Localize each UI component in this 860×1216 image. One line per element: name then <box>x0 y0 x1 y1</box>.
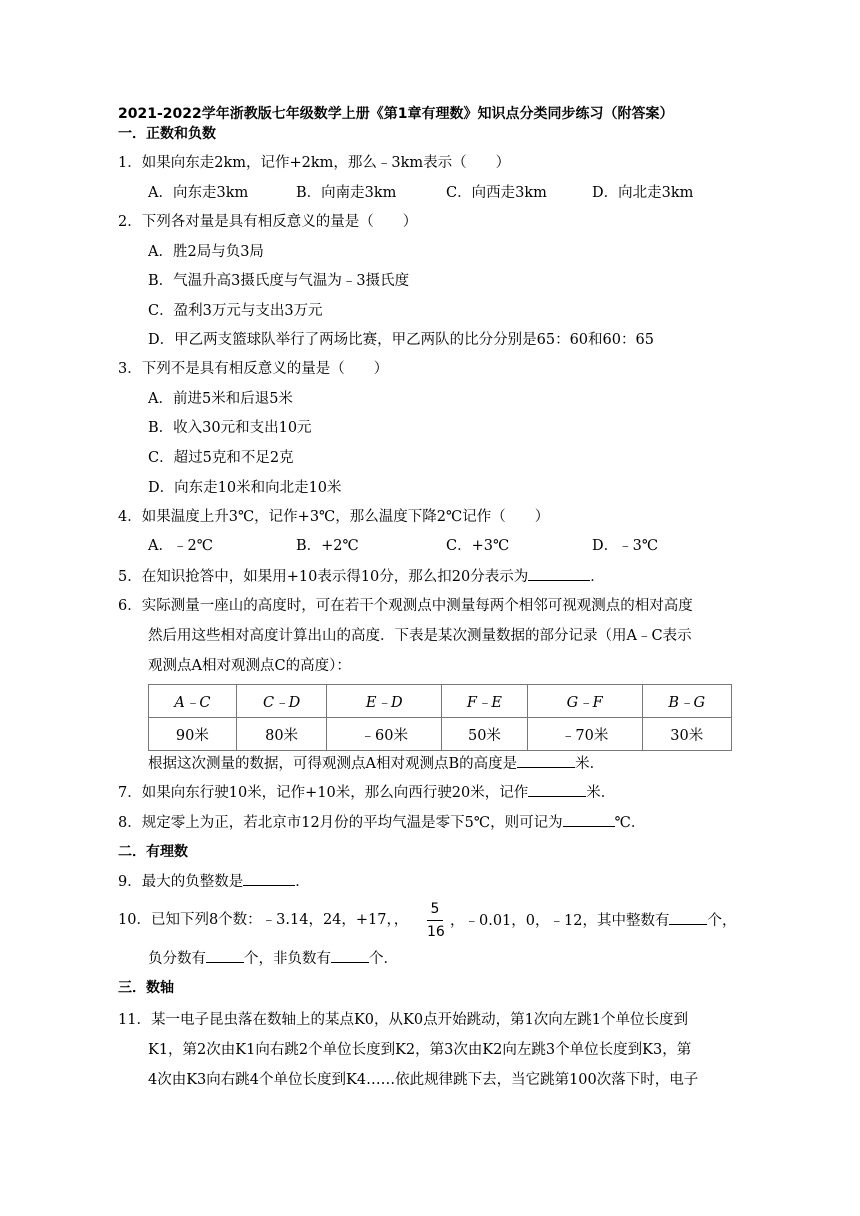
q9-end: ． <box>295 874 310 890</box>
table-header-cell: B﹣G <box>642 685 731 718</box>
q10-text: 个，非负数有 <box>244 951 331 967</box>
question-11-line-2: K1，第2次由K1向右跳2个单位长度到K2，第3次由K2向左跳3个单位长度到K3，第 <box>148 1042 692 1058</box>
table-cell: ﹣70米 <box>527 718 642 751</box>
table-header-row <box>149 685 732 718</box>
q6-ask-end: 米． <box>575 756 605 772</box>
q10-negative-fraction-blank[interactable] <box>206 948 244 963</box>
q4-option-b: B．+2℃ <box>296 538 359 554</box>
section-heading: 二．有理数 <box>118 844 188 860</box>
q8-end: ℃． <box>614 815 646 831</box>
table-header-cell: C﹣D <box>236 685 327 718</box>
q6-answer-blank[interactable] <box>517 753 575 768</box>
question-11-line-3: 4次由K3向右跳4个单位长度到K4……依此规律跳下去，当它跳第100次落下时，电子 <box>148 1072 699 1088</box>
q7-text: 7．如果向东行驶10米，记作+10米，那么向西行驶20米，记作 <box>118 785 529 801</box>
table-header-cell: F﹣E <box>442 685 528 718</box>
question-3: 3．下列不是具有相反意义的量是（ ） <box>118 361 389 377</box>
question-7 <box>118 782 615 803</box>
question-5 <box>118 566 605 587</box>
q8-answer-blank[interactable] <box>563 812 615 827</box>
question-9 <box>118 871 310 892</box>
table-cell: 50米 <box>442 718 528 751</box>
q10-text: ，﹣0.01，0，﹣12，其中整数有 <box>450 913 670 929</box>
question-4: 4．如果温度上升3℃，记作+3℃，那么温度下降2℃记作（ ） <box>118 509 550 525</box>
q2-option-b: B．气温升高3摄氏度与气温为﹣3摄氏度 <box>148 273 410 289</box>
q10-end: 个． <box>369 951 398 967</box>
q1-option-a: A．向东走3km <box>148 185 249 201</box>
q1-option-c: C．向西走3km <box>446 185 547 201</box>
q1-option-d: D．向北走3km <box>592 185 694 201</box>
q10-unit: 个， <box>707 913 737 929</box>
question-6-line-2: 然后用这些相对高度计算出山的高度．下表是某次测量数据的部分记录（用A﹣C表示 <box>148 628 692 644</box>
q10-text: 负分数有 <box>148 951 206 967</box>
question-6-line-1: 6．实际测量一座山的高度时，可在若干个观测点中测量每两个相邻可视观测点的相对高度 <box>118 598 693 614</box>
q2-option-a: A．胜2局与负3局 <box>148 244 264 260</box>
q5-end: ． <box>590 569 605 585</box>
q8-text: 8．规定零上为正，若北京市12月份的平均气温是零下5℃，则可记为 <box>118 815 563 831</box>
question-11-line-1: 11．某一电子昆虫落在数轴上的某点K0，从K0点开始跳动，第1次向左跳1个单位长度到 <box>118 1012 689 1028</box>
q4-option-a: A．﹣2℃ <box>148 538 213 554</box>
q4-option-c: C．+3℃ <box>446 538 510 554</box>
q9-text: 9．最大的负整数是 <box>118 874 244 890</box>
q10-nonnegative-blank[interactable] <box>331 948 369 963</box>
question-10-line-2 <box>148 948 398 969</box>
q3-option-a: A．前进5米和后退5米 <box>148 391 293 407</box>
measurement-table <box>148 684 732 751</box>
fraction-numerator: 5 <box>430 901 440 917</box>
q3-option-c: C．超过5克和不足2克 <box>148 450 294 466</box>
question-6-line-3: 观测点A相对观测点C的高度）： <box>148 658 351 674</box>
q3-option-d: D．向东走10米和向北走10米 <box>148 480 342 496</box>
table-header-cell: E﹣D <box>327 685 442 718</box>
question-8 <box>118 812 645 833</box>
question-10-part-2 <box>450 910 736 931</box>
document-title: 2021-2022学年浙教版七年级数学上册《第1章有理数》知识点分类同步练习（附答案） <box>118 106 674 122</box>
question-6-ask <box>148 753 604 774</box>
section-heading: 三．数轴 <box>118 980 174 996</box>
table-cell: 80米 <box>236 718 327 751</box>
q9-answer-blank[interactable] <box>243 871 295 886</box>
table-header-cell: A﹣C <box>149 685 237 718</box>
q7-answer-blank[interactable] <box>528 782 586 797</box>
table-row <box>149 718 732 751</box>
fraction <box>427 900 443 941</box>
table-cell: 30米 <box>642 718 731 751</box>
q2-option-c: C．盈利3万元与支出3万元 <box>148 303 323 319</box>
fraction-bar <box>427 920 443 921</box>
q2-option-d: D．甲乙两支篮球队举行了两场比赛，甲乙两队的比分分别是65：60和60：65 <box>148 332 654 348</box>
question-1: 1．如果向东走2km，记作+2km，那么﹣3km表示（ ） <box>118 155 511 171</box>
section-heading: 一．正数和负数 <box>118 126 216 142</box>
q4-option-d: D．﹣3℃ <box>592 538 659 554</box>
q6-ask-text: 根据这次测量的数据，可得观测点A相对观测点B的高度是 <box>148 756 518 772</box>
q1-option-b: B．向南走3km <box>296 185 397 201</box>
question-10-part-1: 10．已知下列8个数：﹣3.14，24，+17，， <box>118 912 409 928</box>
q3-option-b: B．收入30元和支出10元 <box>148 420 312 436</box>
table-header-cell: G﹣F <box>527 685 642 718</box>
q5-text: 5．在知识抢答中，如果用+10表示得10分，那么扣20分表示为 <box>118 569 529 585</box>
question-2: 2．下列各对量是具有相反意义的量是（ ） <box>118 214 418 230</box>
q5-answer-blank[interactable] <box>528 566 590 581</box>
q7-end: 米． <box>586 785 616 801</box>
q10-integer-blank[interactable] <box>669 910 707 925</box>
table-cell: ﹣60米 <box>327 718 442 751</box>
fraction-denominator: 16 <box>427 924 445 940</box>
table-cell: 90米 <box>149 718 237 751</box>
